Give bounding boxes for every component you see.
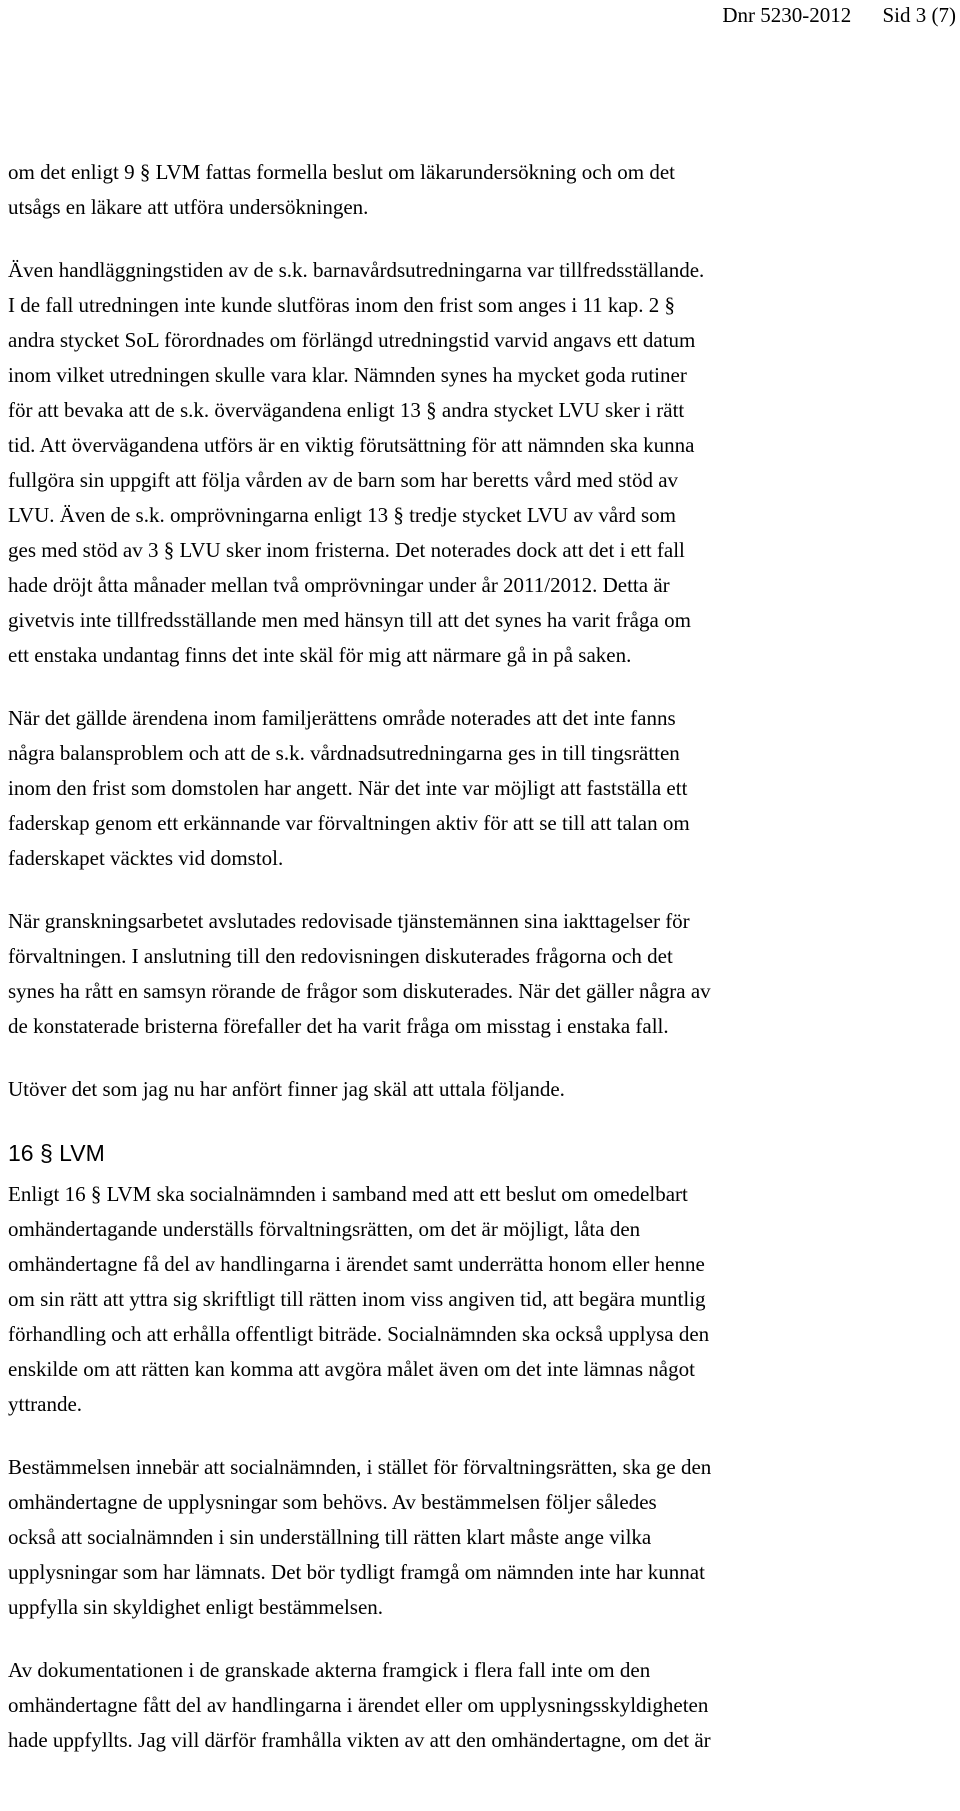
- paragraph-bestammelsen: Bestämmelsen innebär att socialnämnden, i stället för förvaltningsrätten, ska ge den omhändertagne de upplysningar som behövs. Av bestämmelsen följer således också att socialnämnden i sin underställning till rätten klart måste ange vilka upplysningar som har lämnats. Det bör tydligt framgå om nämnden inte har kunnat uppfylla sin skyldighet enligt bestämmelsen.: [8, 1455, 712, 1619]
- page-number: Sid 3 (7): [882, 3, 956, 27]
- paragraph-enligt-16-lvm: Enligt 16 § LVM ska socialnämnden i samband med att ett beslut om omedelbart omhändertagande underställs förvaltningsrätten, om det är möjligt, låta den omhändertagne få del av handlingarna i ärendet samt underrätta honom eller henne om sin rätt att yttra sig skriftligt till rätten inom viss angiven tid, att begära muntlig förhandling och att erhålla offentligt biträde. Socialnämnden ska också upplysa den enskilde om att rätten kan komma att avgöra målet även om det inte lämnas något yttrande.: [8, 1182, 710, 1416]
- paragraph-uttala: Utöver det som jag nu har anfört finner jag skäl att uttala följande.: [8, 1077, 565, 1101]
- section-heading-16-lvm: 16 § LVM: [8, 1140, 105, 1166]
- paragraph-familjeratt: När det gällde ärendena inom familjerättens område noterades att det inte fanns några balansproblem och att de s.k. vårdnadsutredningarna ges in till tingsrätten inom den frist som domstolen har angett. När det inte var möjligt att fastställa ett faderskap genom ett erkännande var förvaltningen aktiv för att se till att talan om faderskapet väcktes vid domstol.: [8, 706, 690, 870]
- document-number: Dnr 5230-2012: [722, 3, 852, 27]
- paragraph-granskningsarbete: När granskningsarbetet avslutades redovisade tjänstemännen sina iakttagelser för förvaltningen. I anslutning till den redovisningen diskuterades frågorna och det synes ha rått en samsyn rörande de frågor som diskuterades. När det gäller några av de konstaterade bristerna förefaller det ha varit fråga om misstag i enstaka fall.: [8, 909, 711, 1038]
- paragraph-handlaggningstid: Även handläggningstiden av de s.k. barnavårdsutredningarna var tillfredsställande. I de fall utredningen inte kunde slutföras inom den frist som anges i 11 kap. 2 § andra stycket SoL förordnades om förlängd utredningstid varvid angavs ett datum inom vilket utredningen skulle vara klar. Nämnden synes ha mycket goda rutiner för att bevaka att de s.k. övervägandena enligt 13 § andra stycket LVU sker i rätt tid. Att övervägandena utförs är en viktig förutsättning för att nämnden ska kunna fullgöra sin uppgift att följa vården av de barn som har beretts vård med stöd av LVU. Även de s.k. omprövningarna enligt 13 § tredje stycket LVU av vård som ges med stöd av 3 § LVU sker inom fristerna. Det noterades dock att det i ett fall hade dröjt åtta månader mellan två omprövningar under år 2011/2012. Detta är givetvis inte tillfredsställande men med hänsyn till att det synes ha varit fråga om ett enstaka undantag finns det inte skäl för mig att närmare gå in på saken.: [8, 258, 705, 667]
- paragraph-dokumentationen: Av dokumentationen i de granskade akterna framgick i flera fall inte om den omhändertagne fått del av handlingarna i ärendet eller om upplysningsskyldigheten hade uppfyllts. Jag vill därför framhålla vikten av att den omhändertagne, om det är: [8, 1658, 711, 1752]
- paragraph-lvm-9: om det enligt 9 § LVM fattas formella beslut om läkarundersökning och om det utsågs en läkare att utföra undersökningen.: [8, 160, 676, 219]
- page-header: [696, 0, 956, 30]
- document-body: [8, 155, 958, 1786]
